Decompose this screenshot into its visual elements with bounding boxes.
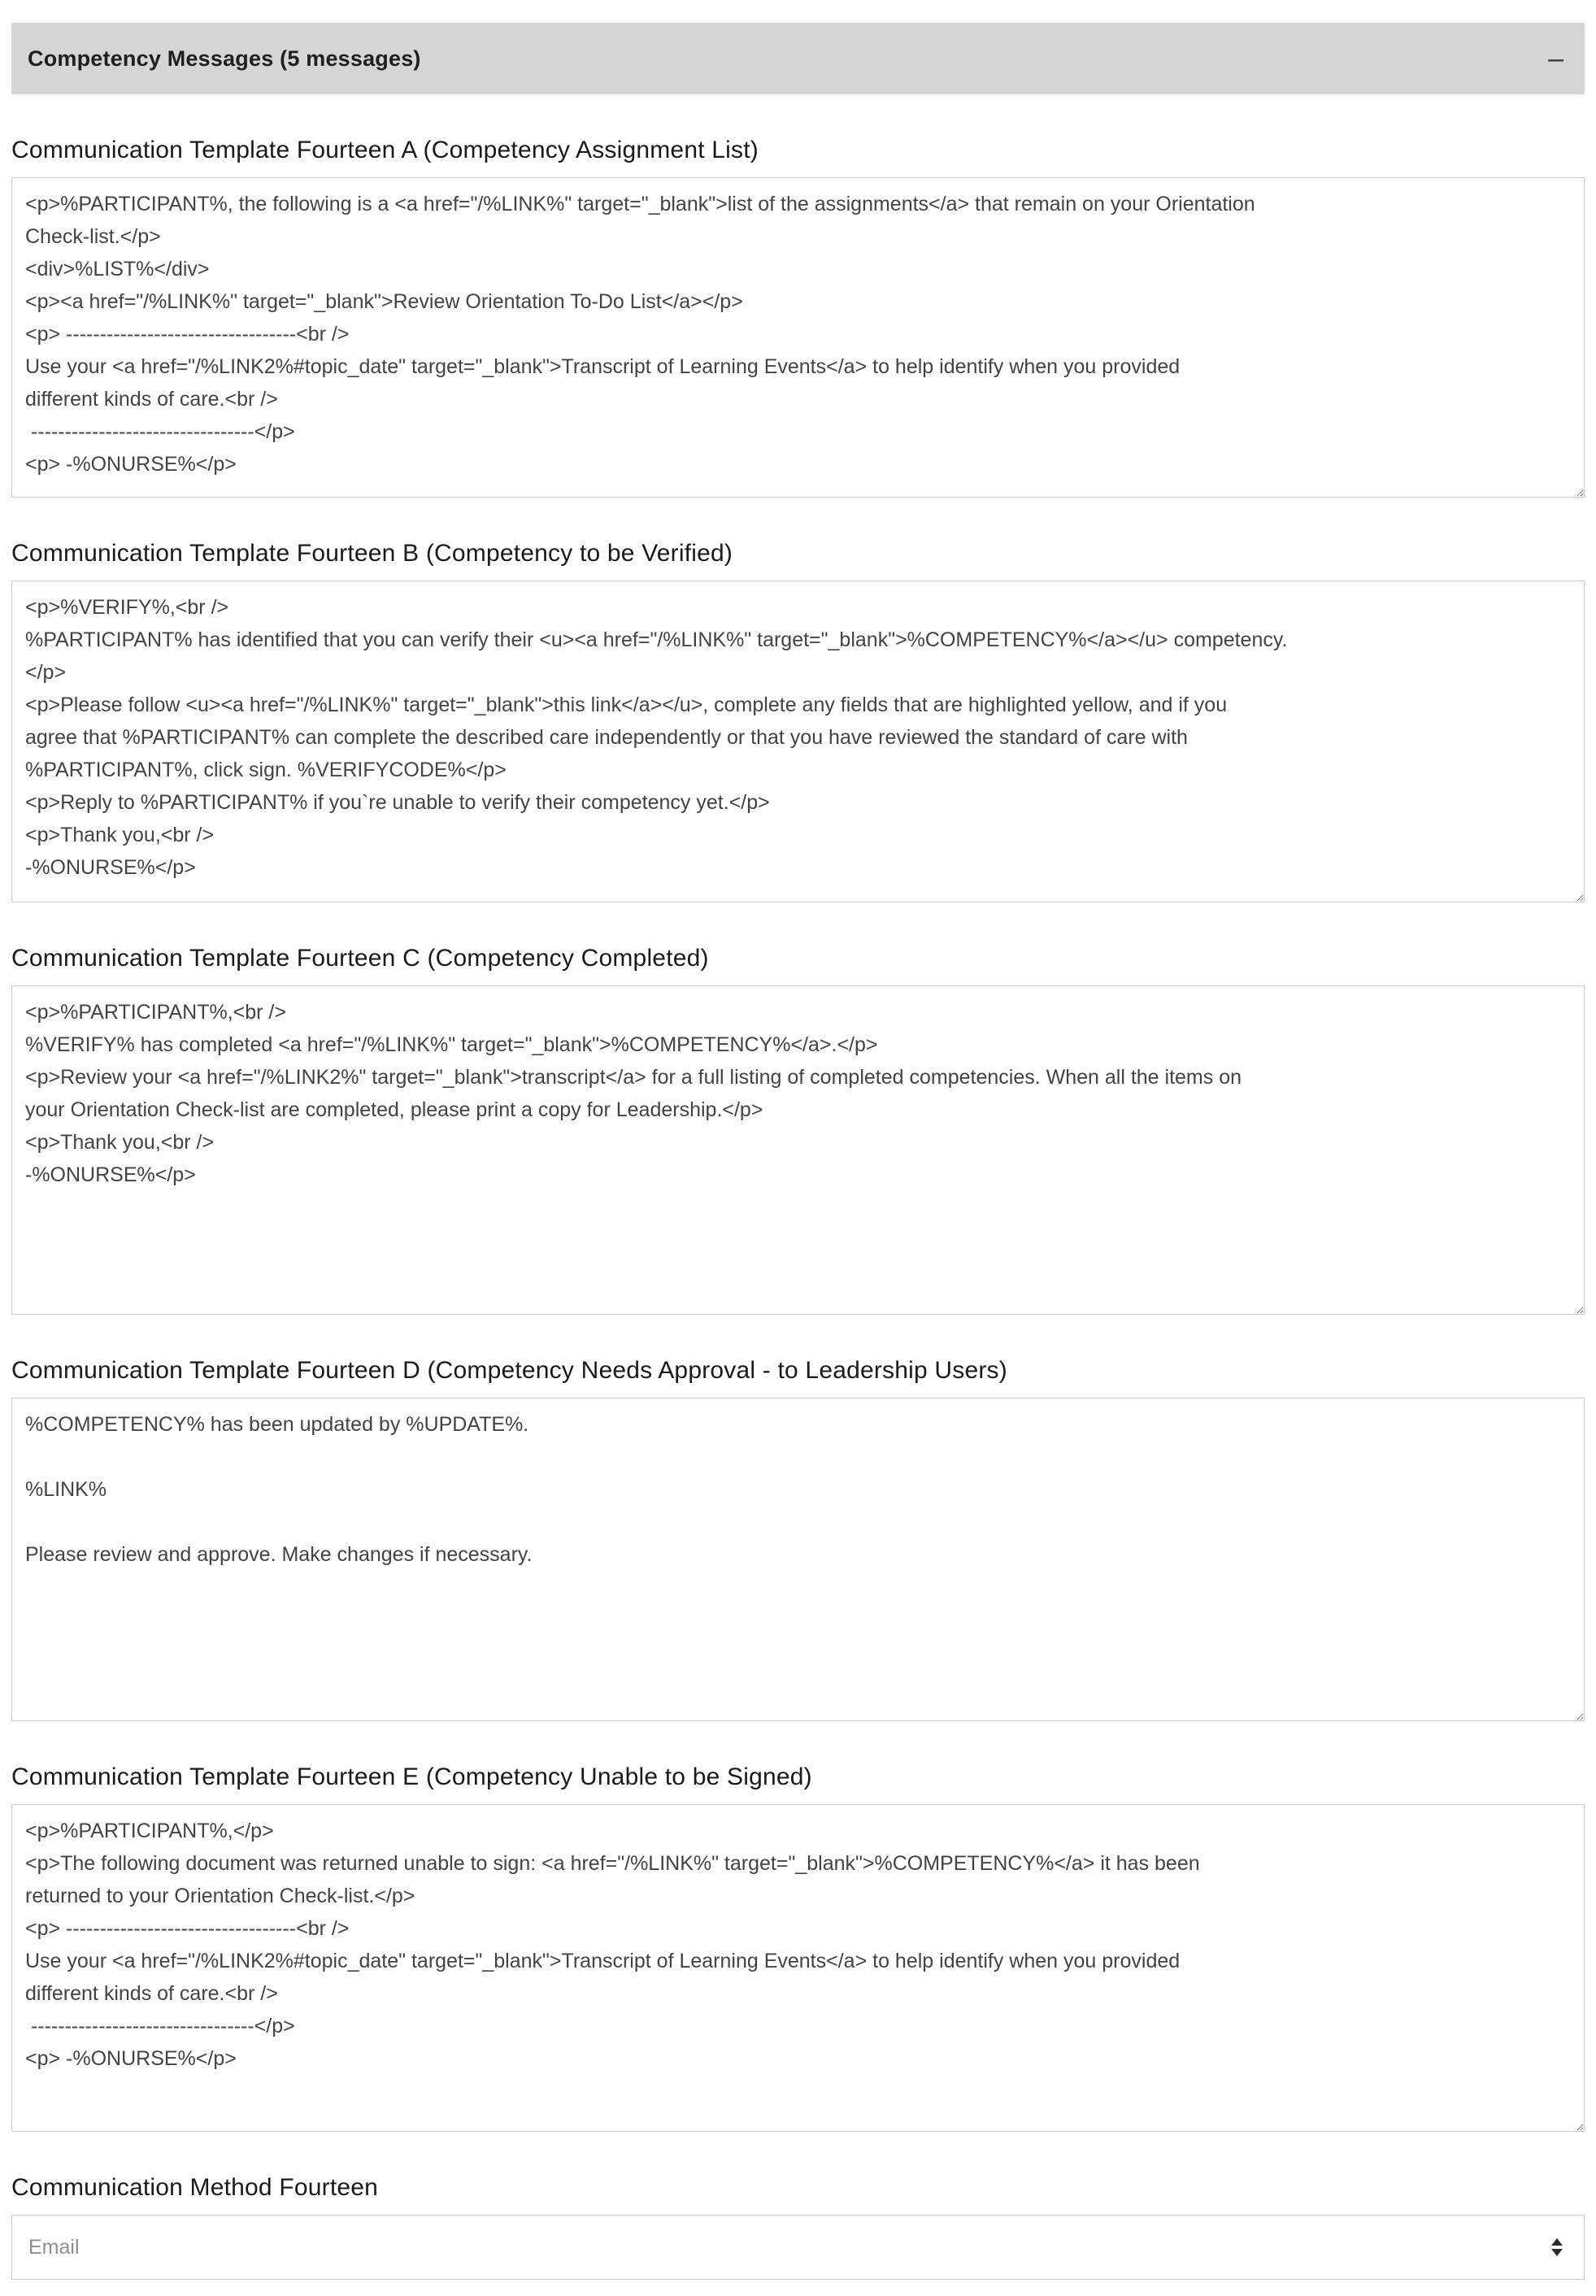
template-d-heading: Communication Template Fourteen D (Competency Needs Approval - to Leadership Users) <box>11 1357 1007 1384</box>
template-d-textarea[interactable] <box>11 1398 1585 1721</box>
template-c-heading: Communication Template Fourteen C (Competency Completed) <box>11 945 709 972</box>
communication-method-value: Email <box>28 2235 80 2259</box>
competency-messages-panel <box>11 23 1585 2280</box>
template-section-d <box>11 1357 1585 1721</box>
panel-title: Competency Messages (5 messages) <box>28 46 421 71</box>
template-section-a <box>11 137 1585 498</box>
communication-method-select[interactable] <box>11 2215 1585 2280</box>
template-section-e <box>11 1763 1585 2132</box>
template-e-heading: Communication Template Fourteen E (Competency Unable to be Signed) <box>11 1763 812 1790</box>
communication-method-heading: Communication Method Fourteen <box>11 2174 379 2201</box>
select-stepper-icon <box>1551 2238 1563 2256</box>
communication-method-section <box>11 2174 1585 2280</box>
template-b-textarea[interactable] <box>11 581 1585 902</box>
template-section-c <box>11 945 1585 1315</box>
panel-header <box>11 23 1585 94</box>
template-section-b <box>11 540 1585 902</box>
template-e-textarea[interactable] <box>11 1804 1585 2132</box>
template-a-heading: Communication Template Fourteen A (Competency Assignment List) <box>11 137 759 163</box>
template-b-heading: Communication Template Fourteen B (Competency to be Verified) <box>11 540 733 567</box>
template-a-textarea[interactable] <box>11 177 1585 498</box>
template-c-textarea[interactable] <box>11 985 1585 1315</box>
collapse-minus-icon[interactable]: – <box>1548 43 1563 74</box>
